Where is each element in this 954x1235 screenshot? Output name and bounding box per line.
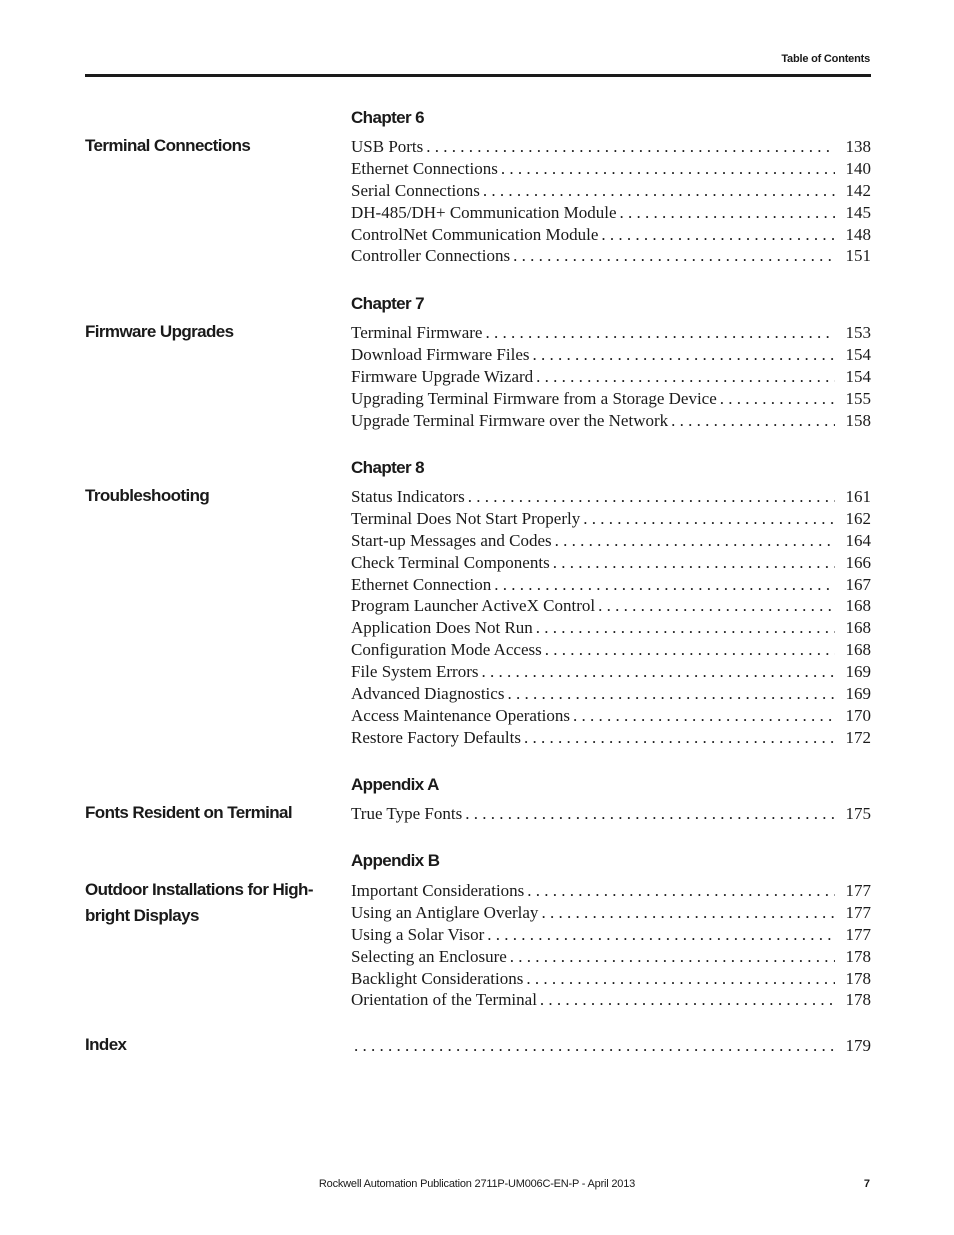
entry-title: Status Indicators <box>351 487 465 506</box>
dot-leader <box>555 530 835 552</box>
dot-leader <box>532 344 835 366</box>
dot-leader <box>510 946 835 968</box>
toc-entry[interactable] <box>351 639 871 661</box>
entry-title: Backlight Considerations <box>351 968 524 988</box>
toc-entry[interactable] <box>351 989 871 1011</box>
dot-leader <box>482 661 836 683</box>
toc-entry-list <box>351 136 871 267</box>
toc-entry[interactable] <box>351 136 871 158</box>
toc-entry[interactable] <box>351 202 871 224</box>
section-title: Index <box>85 1035 127 1054</box>
entry-title: Controller Connections <box>351 246 511 266</box>
section-title: Troubleshooting <box>85 486 210 505</box>
entry-page-number: 148 <box>845 224 871 244</box>
entry-page-number: 178 <box>845 946 871 966</box>
entry-title: Restore Factory Defaults <box>351 727 521 747</box>
toc-entry[interactable] <box>351 574 871 596</box>
entry-title: Ethernet Connection <box>351 574 492 594</box>
toc-entry[interactable] <box>351 924 871 946</box>
entry-page-number: 177 <box>845 902 871 922</box>
entry-title: USB Ports <box>351 137 424 156</box>
toc-entry[interactable] <box>351 683 871 705</box>
toc-entry[interactable] <box>351 245 871 267</box>
entry-title: Check Terminal Components <box>351 552 550 572</box>
toc-entry[interactable] <box>351 322 871 344</box>
entry-page-number: 167 <box>845 574 871 594</box>
section-title: Terminal Connections <box>85 136 251 155</box>
dot-leader <box>513 245 835 267</box>
dot-leader <box>501 158 835 180</box>
toc-entry[interactable] <box>351 595 871 617</box>
section-title: Outdoor Installations for High-bright Displays <box>85 880 313 925</box>
entry-page-number: 138 <box>845 137 871 156</box>
chapter-label: Chapter 8 <box>351 458 425 477</box>
toc-entry[interactable] <box>351 530 871 552</box>
dot-leader <box>620 202 835 224</box>
section-title: Firmware Upgrades <box>85 322 234 341</box>
toc-entry[interactable] <box>351 661 871 683</box>
toc-entry[interactable] <box>351 344 871 366</box>
entry-title: Ethernet Connections <box>351 158 498 178</box>
entry-page-number: 172 <box>845 727 871 747</box>
toc-entry[interactable] <box>351 902 871 924</box>
entry-title: File System Errors <box>351 662 479 682</box>
chapter-label: Chapter 7 <box>351 294 425 313</box>
dot-leader <box>354 1035 835 1057</box>
entry-page-number: 140 <box>845 158 871 178</box>
entry-page-number: 154 <box>845 366 871 386</box>
entry-title: Using an Antiglare Overlay <box>351 902 539 922</box>
entry-page-number: 151 <box>845 246 871 266</box>
entry-title: DH-485/DH+ Communication Module <box>351 202 617 222</box>
toc-entry[interactable] <box>351 508 871 530</box>
toc-entry[interactable] <box>351 727 871 749</box>
toc-entry[interactable] <box>351 180 871 202</box>
section-title: Fonts Resident on Terminal <box>85 803 292 822</box>
dot-leader <box>494 574 835 596</box>
entry-title: Firmware Upgrade Wizard <box>351 366 534 386</box>
entry-page-number: 169 <box>845 684 871 704</box>
toc-entry[interactable] <box>351 968 871 990</box>
entry-title: Upgrade Terminal Firmware over the Network <box>351 410 669 430</box>
toc-entry[interactable] <box>351 705 871 727</box>
entry-title: Terminal Firmware <box>351 323 483 342</box>
dot-leader <box>483 180 835 202</box>
header-rule <box>85 74 871 77</box>
entry-page-number: 142 <box>845 180 871 200</box>
entry-page-number: 166 <box>845 552 871 572</box>
entry-title: Access Maintenance Operations <box>351 705 571 725</box>
entry-page-number: 179 <box>845 1036 871 1055</box>
entry-title: Serial Connections <box>351 180 480 200</box>
toc-entry[interactable] <box>351 803 871 825</box>
entry-title: ControlNet Communication Module <box>351 224 599 244</box>
toc-entry[interactable] <box>351 552 871 574</box>
entry-page-number: 168 <box>845 640 871 660</box>
dot-leader <box>536 617 835 639</box>
entry-title: Selecting an Enclosure <box>351 946 507 966</box>
entry-page-number: 164 <box>845 530 871 550</box>
chapter-label: Appendix A <box>351 775 439 794</box>
toc-entry[interactable] <box>351 224 871 246</box>
dot-leader <box>465 803 835 825</box>
entry-page-number: 175 <box>845 804 871 823</box>
entry-page-number: 177 <box>845 924 871 944</box>
running-head: Table of Contents <box>781 53 870 65</box>
toc-entry-list <box>351 803 871 825</box>
toc-entry[interactable] <box>351 946 871 968</box>
entry-page-number: 178 <box>845 968 871 988</box>
toc-entry[interactable] <box>351 158 871 180</box>
entry-page-number: 154 <box>845 344 871 364</box>
dot-leader <box>671 410 835 432</box>
dot-leader <box>527 880 835 902</box>
entry-page-number: 168 <box>845 618 871 638</box>
entry-title: Program Launcher ActiveX Control <box>351 596 596 616</box>
footer-publication: Rockwell Automation Publication 2711P-UM006C-EN-P - April 2013 <box>318 1178 636 1190</box>
entry-title: Terminal Does Not Start Properly <box>351 508 581 528</box>
entry-page-number: 162 <box>845 508 871 528</box>
dot-leader <box>545 639 835 661</box>
entry-page-number: 169 <box>845 662 871 682</box>
toc-entry-list <box>351 880 871 1011</box>
toc-entry-list <box>351 486 871 749</box>
toc-entry[interactable] <box>351 1035 871 1057</box>
entry-page-number: 170 <box>845 705 871 725</box>
entry-title: Download Firmware Files <box>351 344 530 364</box>
dot-leader <box>507 683 835 705</box>
dot-leader <box>553 552 835 574</box>
toc-entry[interactable] <box>351 486 871 508</box>
dot-leader <box>485 322 835 344</box>
entry-title: Configuration Mode Access <box>351 640 542 660</box>
page-number: 7 <box>863 1178 870 1190</box>
dot-leader <box>524 727 835 749</box>
dot-leader <box>536 366 835 388</box>
toc-entry[interactable] <box>351 880 871 902</box>
entry-title: Application Does Not Run <box>351 618 533 638</box>
dot-leader <box>487 924 835 946</box>
dot-leader <box>573 705 835 727</box>
dot-leader <box>468 486 835 508</box>
entry-title: Using a Solar Visor <box>351 924 485 944</box>
dot-leader <box>526 968 835 990</box>
entry-title: Orientation of the Terminal <box>351 990 537 1010</box>
dot-leader <box>541 902 835 924</box>
dot-leader <box>720 388 835 410</box>
toc-entry-list <box>351 322 871 431</box>
entry-title: Start-up Messages and Codes <box>351 530 552 550</box>
dot-leader <box>540 989 835 1011</box>
chapter-label: Appendix B <box>351 851 440 870</box>
dot-leader <box>598 595 835 617</box>
toc-entry[interactable] <box>351 366 871 388</box>
entry-page-number: 168 <box>845 596 871 616</box>
toc-entry[interactable] <box>351 617 871 639</box>
toc-entry-list <box>351 1035 871 1057</box>
entry-title: Upgrading Terminal Firmware from a Storage Device <box>351 388 717 408</box>
entry-title: Important Considerations <box>351 881 525 900</box>
entry-page-number: 155 <box>845 388 871 408</box>
entry-page-number: 145 <box>845 202 871 222</box>
toc-entry[interactable] <box>351 388 871 410</box>
entry-page-number: 158 <box>845 410 871 430</box>
entry-page-number: 161 <box>845 487 871 506</box>
dot-leader <box>583 508 835 530</box>
dot-leader <box>426 136 835 158</box>
chapter-label: Chapter 6 <box>351 108 425 127</box>
toc-entry[interactable] <box>351 410 871 432</box>
entry-page-number: 153 <box>845 323 871 342</box>
entry-page-number: 177 <box>845 881 871 900</box>
entry-title: True Type Fonts <box>351 804 463 823</box>
dot-leader <box>601 224 835 246</box>
entry-title: Advanced Diagnostics <box>351 684 505 704</box>
entry-page-number: 178 <box>845 990 871 1010</box>
